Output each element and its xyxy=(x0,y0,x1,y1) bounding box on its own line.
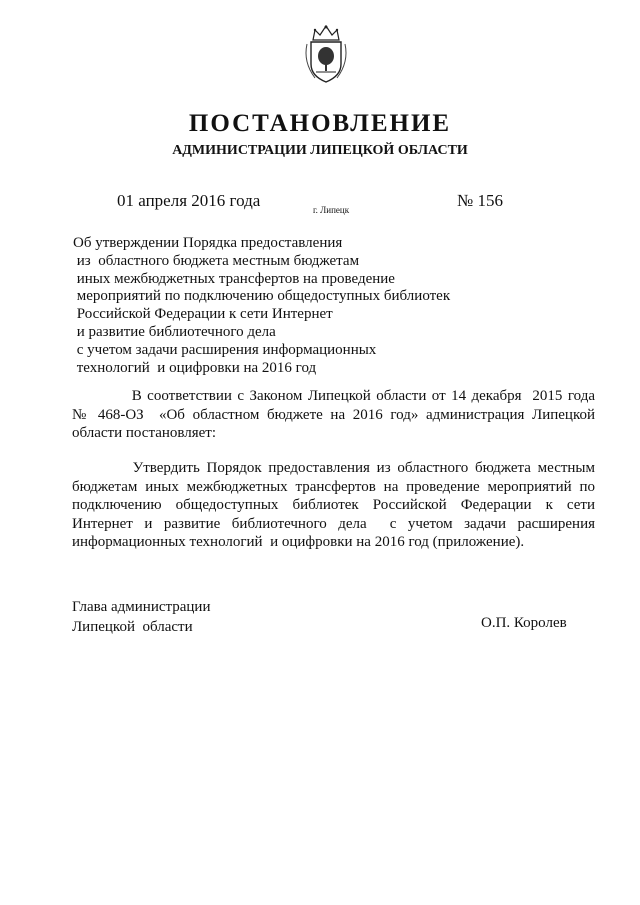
subject-line: мероприятий по подключению общедоступных библиотек xyxy=(73,288,451,305)
paragraph-line: В соответствии с Законом Липецкой области от 14 декабря 2015 года xyxy=(72,388,595,404)
resolution-paragraph xyxy=(72,459,595,552)
subject-line: с учетом задачи расширения информационных xyxy=(73,341,377,358)
signatory-position-line: Липецкой области xyxy=(72,619,193,635)
subject-line: и развитие библиотечного дела xyxy=(73,323,276,340)
subject-line: иных межбюджетных трансфертов на проведение xyxy=(73,270,395,287)
document-subtitle: АДМИНИСТРАЦИИ ЛИПЕЦКОЙ ОБЛАСТИ xyxy=(172,143,468,158)
signatory-position-line: Глава администрации xyxy=(72,599,211,615)
paragraph-line: Утвердить Порядок предоставления из областного бюджета местным xyxy=(72,460,595,476)
subject-line: Об утверждении Порядка предоставления xyxy=(73,235,343,251)
paragraph-line: Интернет и развитие библиотечного дела с учетом задачи расширения xyxy=(72,515,595,532)
signatory-position xyxy=(72,597,210,637)
document-city: г. Липецк xyxy=(313,205,350,215)
document-subject xyxy=(73,235,450,377)
paragraph-line: № 468-ОЗ «Об областном бюджете на 2016 год» администрация Липецкой xyxy=(72,406,595,423)
subject-line: технологий и оцифровки на 2016 год xyxy=(73,359,317,376)
paragraph-line: бюджетам иных межбюджетных трансфертов на проведение мероприятий по xyxy=(72,478,595,495)
subject-line: Российской Федерации к сети Интернет xyxy=(73,306,333,323)
paragraph-line: подключению общедоступных библиотек Российской Федерации к сети xyxy=(72,497,595,513)
document-number: № 156 xyxy=(457,191,503,210)
document-date: 01 апреля 2016 года xyxy=(117,191,261,210)
paragraph-line: информационных технологий и оцифровки на 2016 год (приложение). xyxy=(72,534,525,550)
signatory-name: О.П. Королев xyxy=(481,615,567,631)
preamble-paragraph xyxy=(72,387,595,443)
document-title: ПОСТАНОВЛЕНИЕ xyxy=(188,110,452,137)
coat-of-arms-emblem xyxy=(301,24,351,84)
paragraph-line: области постановляет: xyxy=(72,425,217,441)
subject-line: из областного бюджета местным бюджетам xyxy=(73,252,360,269)
